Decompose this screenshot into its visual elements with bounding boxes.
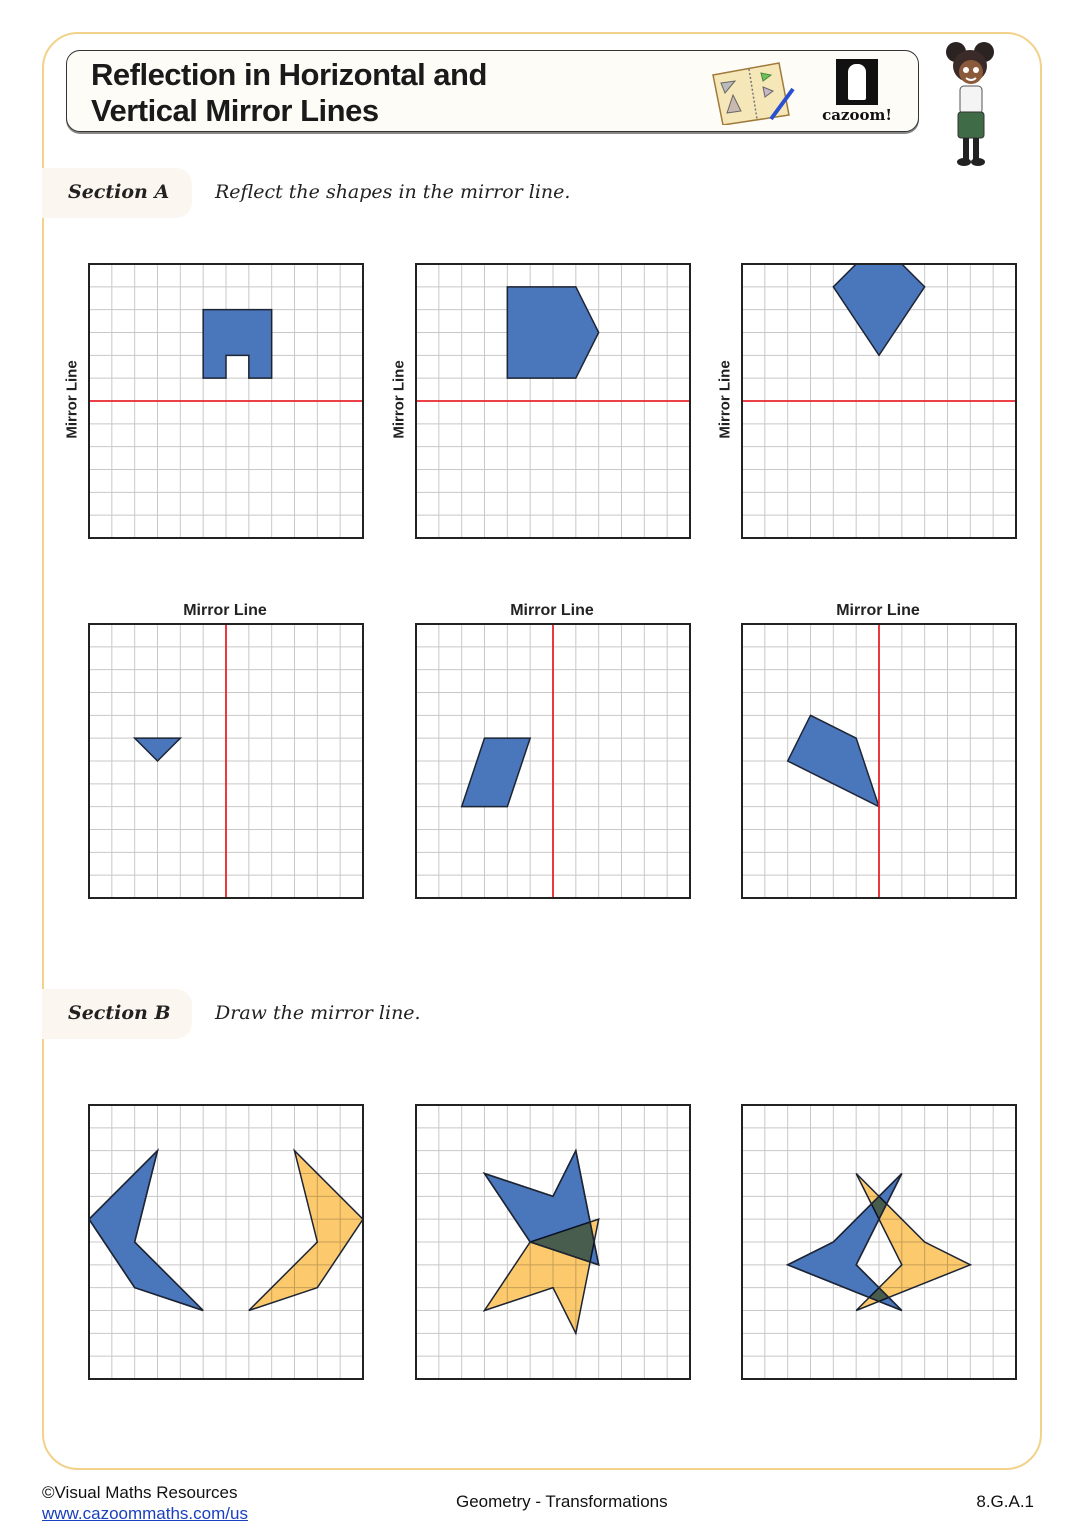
title-line-1: Reflection in Horizontal and [91, 57, 487, 92]
footer-topic: Geometry - Transformations [456, 1492, 668, 1511]
section-b-instruction: Draw the mirror line. [215, 1002, 421, 1024]
footer-copyright-block [42, 1482, 248, 1524]
mirror-line-label: Mirror Line [63, 360, 81, 439]
cazoom-logo: cazoom! [817, 59, 897, 125]
title-line-2: Vertical Mirror Lines [91, 93, 379, 128]
section-b-tab: Section B [42, 989, 192, 1039]
logo-cup-icon [836, 59, 878, 105]
mirror-line-label: Mirror Line [510, 602, 594, 619]
section-a-grid-2[interactable] [415, 263, 691, 544]
footer-standard: 8.G.A.1 [976, 1492, 1034, 1511]
section-a-tab: Section A [42, 168, 192, 218]
mirror-line-label: Mirror Line [716, 360, 734, 439]
copyright-text: ©Visual Maths Resources [42, 1483, 238, 1502]
section-a-instruction: Reflect the shapes in the mirror line. [215, 181, 571, 203]
website-link[interactable]: www.cazoommaths.com/us [42, 1504, 248, 1523]
section-b-grid-2[interactable] [415, 1104, 691, 1385]
section-a-grid-1[interactable] [88, 263, 364, 544]
section-b-grid-3[interactable] [741, 1104, 1017, 1385]
mirror-line-label: Mirror Line [390, 360, 408, 439]
section-a-grid-4[interactable] [88, 623, 364, 904]
title-banner [66, 50, 919, 132]
page-title [91, 57, 487, 129]
notebook-icon [711, 61, 801, 125]
student-mascot-icon [944, 40, 996, 168]
section-b-grid-1[interactable] [88, 1104, 364, 1385]
mirror-line-label: Mirror Line [183, 602, 267, 619]
mirror-line-label: Mirror Line [836, 602, 920, 619]
section-a-grid-3[interactable] [741, 263, 1017, 544]
section-a-grid-6[interactable] [741, 623, 1017, 904]
section-a-grid-5[interactable] [415, 623, 691, 904]
